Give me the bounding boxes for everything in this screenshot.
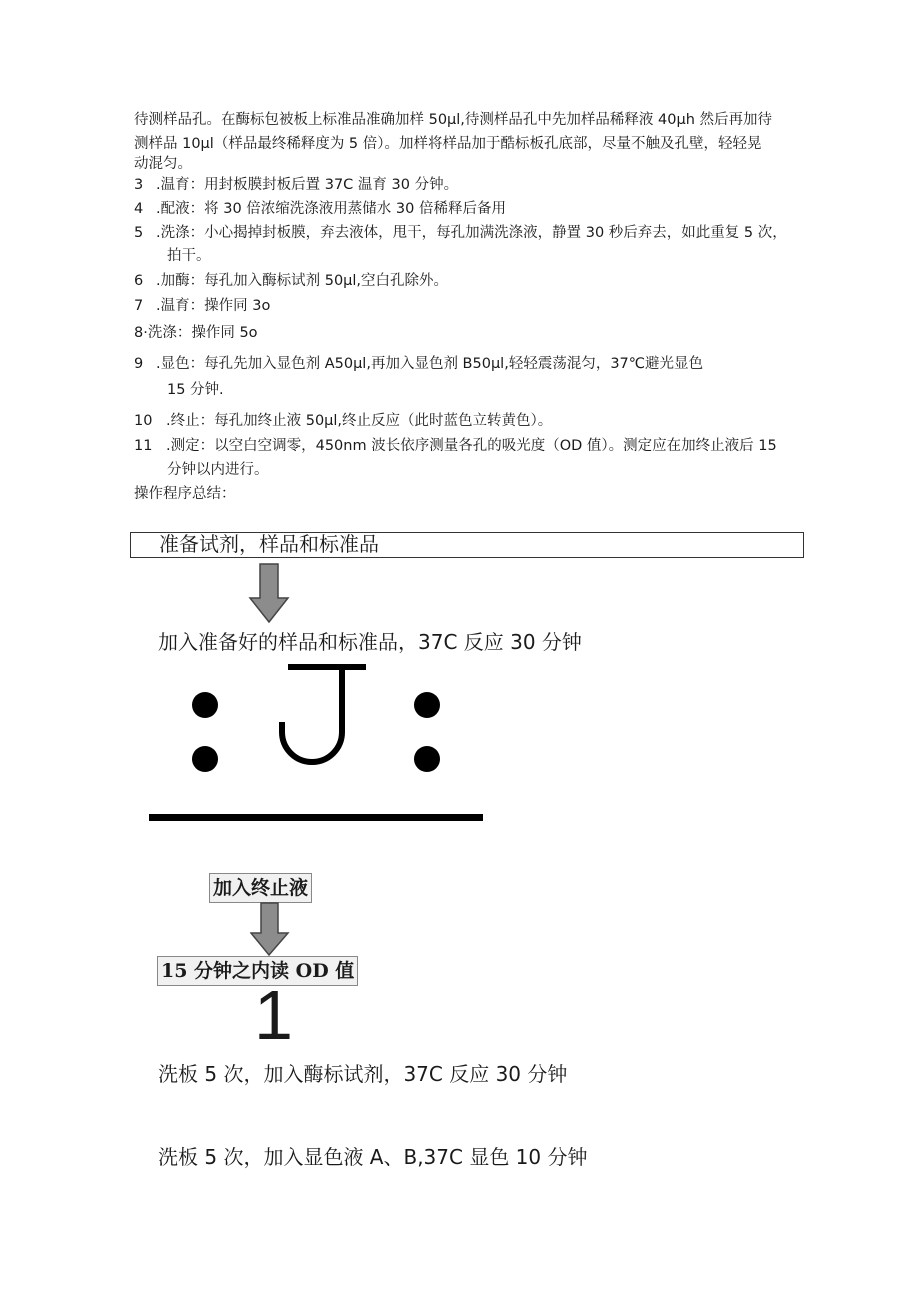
down-arrow-icon [248,562,292,626]
hook-symbol-icon [270,660,370,776]
flow-step-wash-enzyme: 洗板 5 次，加入酶标试剂，37C 反应 30 分钟 [158,1062,568,1086]
step-text: .测定：以空白空调零，450nm 波长依序测量各孔的吸光度（OD 值）。测定应在加终止液后 15 [166,438,777,454]
horizontal-bar [149,814,483,821]
step-9 [134,352,703,376]
step-number: 6 [134,273,144,289]
dot-mark [192,746,218,772]
step-text: .加酶：每孔加入酶标试剂 50μl,空白孔除外。 [156,273,449,289]
digit-one: 1 [254,976,293,1054]
summary-heading: 操作程序总结： [134,486,236,502]
dot-mark [414,692,440,718]
step-number: 5 [134,225,144,241]
step-number: 7 [134,298,144,314]
dot-mark [414,746,440,772]
step-number: 11 [134,438,153,454]
flow-step-add-stop: 加入终止液 [209,873,312,903]
step-text: .显色：每孔先加入显色剂 A50μl,再加入显色剂 B50μl,轻轻震荡混匀，37℃避光显色 [156,356,704,372]
step-8: 8·洗涤：操作同 5o [134,325,258,341]
step-text: .温育：用封板膜封板后置 37C 温育 30 分钟。 [156,177,459,193]
flow-step-label: 准备试剂，样品和标准品 [159,532,379,556]
down-arrow-icon [250,901,290,959]
step-9-continuation: 15 分钟. [167,382,224,398]
step-10 [134,409,552,433]
step-3 [134,173,458,197]
step-7 [134,294,270,318]
flow-step-prepare [130,532,804,558]
step-11-continuation: 分钟以内进行。 [167,462,269,478]
step-number: 10 [134,413,153,429]
step-text: .配液：将 30 倍浓缩洗涤液用蒸储水 30 倍稀释后备用 [156,201,506,217]
intro-line-1: 待测样品孔。在酶标包被板上标准品准确加样 50μl,待测样品孔中先加样品稀释液 40μh 然后再加待 [134,112,773,128]
step-number: 9 [134,356,144,372]
step-number: 4 [134,201,144,217]
step-11 [134,434,777,458]
step-text: .终止：每孔加终止液 50μl,终止反应（此时蓝色立转黄色）。 [166,413,553,429]
intro-line-2: 测样品 10μl（样品最终稀释度为 5 倍）。加样将样品加于酷标板孔底部，尽量不触及孔壁，轻轻晃 [134,136,762,152]
intro-line-3: 动混匀。 [134,156,192,172]
step-text: .洗涤：小心揭掉封板膜，弃去液体，甩干，每孔加满洗涤液，静置 30 秒后弃去，如此重复 5 次， [156,225,787,241]
step-text: .温育：操作同 3o [156,298,271,314]
dot-mark [192,692,218,718]
flow-step-add-sample: 加入准备好的样品和标准品，37C 反应 30 分钟 [158,630,582,654]
step-number: 3 [134,177,144,193]
step-6 [134,269,448,293]
flow-step-wash-color: 洗板 5 次，加入显色液 A、B,37C 显色 10 分钟 [158,1145,588,1169]
flow-step-read-od: 15 分钟之内读 OD 值 [157,956,358,986]
step-5-continuation: 拍干。 [167,248,211,264]
step-4 [134,197,506,221]
step-5 [134,221,787,245]
